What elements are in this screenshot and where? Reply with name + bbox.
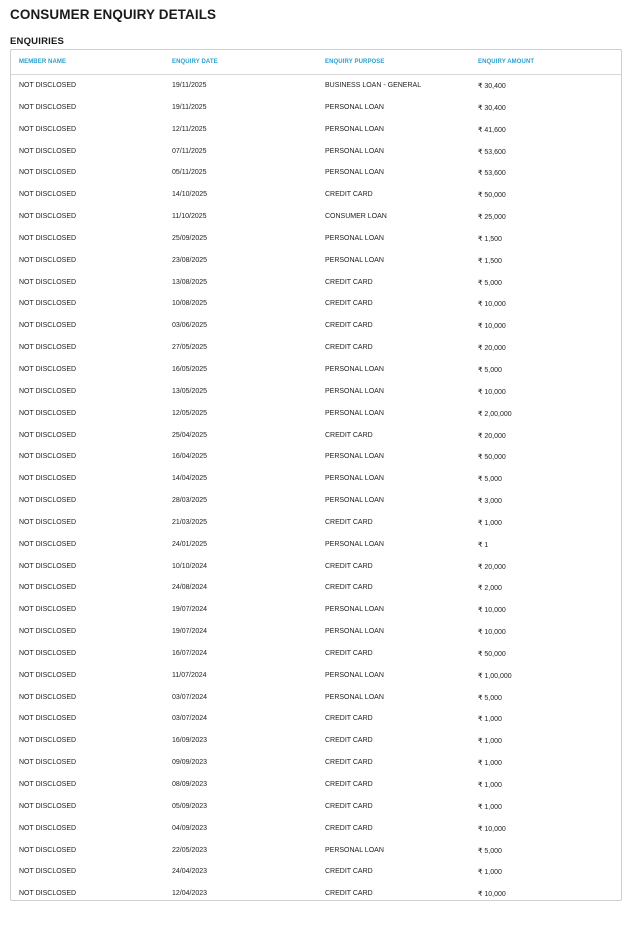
- enquiry-amount-cell: ₹ 20,000: [478, 563, 506, 571]
- enquiry-date-cell: 21/03/2025: [172, 518, 208, 526]
- enquiry-purpose-cell: PERSONAL LOAN: [325, 453, 384, 461]
- header-enquiry-purpose: ENQUIRY PURPOSE: [325, 59, 385, 65]
- member-name-cell: NOT DISCLOSED: [19, 824, 77, 832]
- table-row: [11, 708, 621, 730]
- enquiry-amount-cell: ₹ 30,400: [478, 104, 506, 112]
- enquiry-date-cell: 28/03/2025: [172, 497, 208, 505]
- enquiry-date-cell: 09/09/2023: [172, 759, 208, 767]
- table-row: [11, 774, 621, 796]
- table-row: [11, 512, 621, 534]
- enquiry-date-cell: 16/09/2023: [172, 737, 208, 745]
- enquiry-date-cell: 03/06/2025: [172, 322, 208, 330]
- enquiry-amount-cell: ₹ 5,000: [478, 366, 502, 374]
- enquiry-date-cell: 25/04/2025: [172, 431, 208, 439]
- enquiry-date-cell: 05/11/2025: [172, 169, 207, 177]
- enquiry-date-cell: 25/09/2025: [172, 234, 208, 242]
- table-row: [11, 141, 621, 163]
- table-row: [11, 403, 621, 425]
- enquiry-amount-cell: ₹ 1,000: [478, 869, 502, 877]
- member-name-cell: NOT DISCLOSED: [19, 671, 77, 679]
- enquiry-purpose-cell: CREDIT CARD: [325, 518, 373, 526]
- enquiry-date-cell: 19/07/2024: [172, 606, 208, 614]
- table-row: [11, 337, 621, 359]
- member-name-cell: NOT DISCLOSED: [19, 387, 77, 395]
- enquiry-date-cell: 24/08/2024: [172, 584, 208, 592]
- member-name-cell: NOT DISCLOSED: [19, 802, 77, 810]
- enquiry-amount-cell: ₹ 30,400: [478, 83, 506, 90]
- enquiries-table: [10, 49, 622, 901]
- enquiry-purpose-cell: CREDIT CARD: [325, 868, 373, 876]
- enquiry-date-cell: 19/11/2025: [172, 82, 207, 89]
- table-row: [11, 643, 621, 665]
- member-name-cell: NOT DISCLOSED: [19, 300, 77, 308]
- enquiry-amount-cell: ₹ 10,000: [478, 388, 506, 396]
- table-row: [11, 861, 621, 883]
- enquiry-date-cell: 10/10/2024: [172, 562, 208, 570]
- enquiry-purpose-cell: CREDIT CARD: [325, 759, 373, 767]
- table-row: [11, 752, 621, 774]
- enquiry-amount-cell: ₹ 5,000: [478, 694, 502, 702]
- enquiry-purpose-cell: CREDIT CARD: [325, 584, 373, 592]
- enquiry-purpose-cell: CREDIT CARD: [325, 824, 373, 832]
- member-name-cell: NOT DISCLOSED: [19, 497, 77, 505]
- member-name-cell: NOT DISCLOSED: [19, 344, 77, 352]
- enquiry-date-cell: 13/08/2025: [172, 278, 208, 286]
- enquiry-purpose-cell: PERSONAL LOAN: [325, 125, 384, 133]
- member-name-cell: NOT DISCLOSED: [19, 213, 77, 221]
- enquiry-purpose-cell: PERSONAL LOAN: [325, 365, 384, 373]
- member-name-cell: NOT DISCLOSED: [19, 147, 77, 155]
- header-enquiry-amount: ENQUIRY AMOUNT: [478, 59, 535, 65]
- enquiry-amount-cell: ₹ 1,000: [478, 738, 502, 746]
- member-name-cell: NOT DISCLOSED: [19, 584, 77, 592]
- table-row: [11, 534, 621, 556]
- enquiry-purpose-cell: PERSONAL LOAN: [325, 628, 384, 636]
- member-name-cell: NOT DISCLOSED: [19, 759, 77, 767]
- table-row: [11, 381, 621, 403]
- enquiry-date-cell: 27/05/2025: [172, 344, 208, 352]
- table-header-row: [11, 50, 621, 75]
- enquiry-date-cell: 12/04/2023: [172, 890, 208, 898]
- enquiry-purpose-cell: PERSONAL LOAN: [325, 147, 384, 155]
- enquiry-purpose-cell: CREDIT CARD: [325, 802, 373, 810]
- enquiry-amount-cell: ₹ 2,000: [478, 585, 502, 593]
- enquiry-date-cell: 13/05/2025: [172, 387, 208, 395]
- enquiry-date-cell: 08/09/2023: [172, 781, 208, 788]
- enquiry-purpose-cell: PERSONAL LOAN: [325, 409, 384, 417]
- member-name-cell: NOT DISCLOSED: [19, 278, 77, 286]
- enquiry-amount-cell: ₹ 50,000: [478, 454, 506, 462]
- member-name-cell: NOT DISCLOSED: [19, 715, 77, 723]
- enquiry-purpose-cell: CREDIT CARD: [325, 191, 373, 199]
- enquiry-amount-cell: ₹ 1,500: [478, 235, 502, 243]
- enquiry-amount-cell: ₹ 53,600: [478, 170, 506, 178]
- enquiry-date-cell: 12/05/2025: [172, 409, 208, 417]
- enquiry-date-cell: 07/11/2025: [172, 147, 207, 155]
- enquiry-purpose-cell: PERSONAL LOAN: [325, 540, 384, 548]
- enquiry-date-cell: 12/11/2025: [172, 125, 207, 133]
- enquiry-purpose-cell: CREDIT CARD: [325, 781, 373, 788]
- table-row: [11, 490, 621, 512]
- enquiry-date-cell: 05/09/2023: [172, 802, 208, 810]
- enquiry-amount-cell: ₹ 10,000: [478, 629, 506, 637]
- table-row: [11, 272, 621, 294]
- table-row: [11, 359, 621, 381]
- table-row: [11, 577, 621, 599]
- table-row: [11, 883, 621, 905]
- table-row: [11, 425, 621, 447]
- enquiry-purpose-cell: PERSONAL LOAN: [325, 169, 384, 177]
- page-title: CONSUMER ENQUIRY DETAILS: [10, 7, 217, 22]
- enquiry-amount-cell: ₹ 10,000: [478, 825, 506, 833]
- enquiry-date-cell: 16/05/2025: [172, 365, 208, 373]
- table-row: [11, 621, 621, 643]
- member-name-cell: NOT DISCLOSED: [19, 540, 77, 548]
- enquiry-amount-cell: ₹ 10,000: [478, 607, 506, 615]
- enquiry-amount-cell: ₹ 5,000: [478, 847, 502, 855]
- enquiry-amount-cell: ₹ 10,000: [478, 301, 506, 309]
- enquiry-amount-cell: ₹ 1,000: [478, 782, 502, 789]
- enquiry-amount-cell: ₹ 20,000: [478, 345, 506, 353]
- member-name-cell: NOT DISCLOSED: [19, 256, 77, 264]
- table-row: [11, 468, 621, 490]
- enquiry-amount-cell: ₹ 50,000: [478, 192, 506, 200]
- enquiry-purpose-cell: CONSUMER LOAN: [325, 213, 387, 221]
- enquiry-amount-cell: ₹ 10,000: [478, 891, 506, 899]
- enquiry-purpose-cell: PERSONAL LOAN: [325, 671, 384, 679]
- table-row: [11, 818, 621, 840]
- enquiry-amount-cell: ₹ 10,000: [478, 323, 506, 331]
- table-row: [11, 75, 621, 97]
- enquiry-date-cell: 24/04/2023: [172, 868, 208, 876]
- table-body: [11, 75, 621, 905]
- header-enquiry-date: ENQUIRY DATE: [172, 59, 218, 65]
- member-name-cell: NOT DISCLOSED: [19, 737, 77, 745]
- enquiry-purpose-cell: PERSONAL LOAN: [325, 256, 384, 264]
- enquiry-date-cell: 23/08/2025: [172, 256, 208, 264]
- enquiry-purpose-cell: CREDIT CARD: [325, 322, 373, 330]
- enquiry-amount-cell: ₹ 1,000: [478, 760, 502, 768]
- enquiry-amount-cell: ₹ 1: [478, 541, 489, 549]
- enquiry-date-cell: 11/10/2025: [172, 213, 207, 221]
- enquiry-date-cell: 19/07/2024: [172, 628, 208, 636]
- enquiry-purpose-cell: CREDIT CARD: [325, 278, 373, 286]
- member-name-cell: NOT DISCLOSED: [19, 82, 77, 89]
- member-name-cell: NOT DISCLOSED: [19, 781, 77, 788]
- enquiry-date-cell: 16/07/2024: [172, 649, 208, 657]
- enquiry-date-cell: 03/07/2024: [172, 715, 208, 723]
- member-name-cell: NOT DISCLOSED: [19, 169, 77, 177]
- enquiry-date-cell: 10/08/2025: [172, 300, 208, 308]
- enquiry-date-cell: 19/11/2025: [172, 103, 207, 111]
- member-name-cell: NOT DISCLOSED: [19, 868, 77, 876]
- enquiry-date-cell: 03/07/2024: [172, 693, 208, 701]
- member-name-cell: NOT DISCLOSED: [19, 431, 77, 439]
- table-row: [11, 119, 621, 141]
- member-name-cell: NOT DISCLOSED: [19, 475, 77, 483]
- enquiry-date-cell: 11/07/2024: [172, 671, 207, 679]
- table-row: [11, 184, 621, 206]
- member-name-cell: NOT DISCLOSED: [19, 890, 77, 898]
- enquiry-date-cell: 24/01/2025: [172, 540, 208, 548]
- enquiry-purpose-cell: CREDIT CARD: [325, 737, 373, 745]
- enquiry-purpose-cell: CREDIT CARD: [325, 562, 373, 570]
- table-row: [11, 97, 621, 119]
- table-row: [11, 293, 621, 315]
- enquiry-date-cell: 22/05/2023: [172, 846, 208, 854]
- member-name-cell: NOT DISCLOSED: [19, 606, 77, 614]
- member-name-cell: NOT DISCLOSED: [19, 628, 77, 636]
- enquiry-amount-cell: ₹ 1,500: [478, 257, 502, 265]
- member-name-cell: NOT DISCLOSED: [19, 191, 77, 199]
- section-title-enquiries: ENQUIRIES: [10, 36, 65, 47]
- enquiry-amount-cell: ₹ 20,000: [478, 432, 506, 440]
- enquiry-date-cell: 14/04/2025: [172, 475, 208, 483]
- enquiry-amount-cell: ₹ 1,000: [478, 803, 502, 811]
- enquiry-purpose-cell: PERSONAL LOAN: [325, 387, 384, 395]
- table-row: [11, 162, 621, 184]
- member-name-cell: NOT DISCLOSED: [19, 322, 77, 330]
- enquiry-amount-cell: ₹ 53,600: [478, 148, 506, 156]
- enquiry-amount-cell: ₹ 1,000: [478, 716, 502, 724]
- table-row: [11, 206, 621, 228]
- enquiry-purpose-cell: CREDIT CARD: [325, 890, 373, 898]
- enquiry-purpose-cell: PERSONAL LOAN: [325, 103, 384, 111]
- member-name-cell: NOT DISCLOSED: [19, 693, 77, 701]
- enquiry-amount-cell: ₹ 25,000: [478, 214, 506, 222]
- enquiry-purpose-cell: PERSONAL LOAN: [325, 846, 384, 854]
- member-name-cell: NOT DISCLOSED: [19, 846, 77, 854]
- enquiry-amount-cell: ₹ 5,000: [478, 279, 502, 287]
- table-row: [11, 315, 621, 337]
- enquiry-purpose-cell: PERSONAL LOAN: [325, 497, 384, 505]
- enquiry-purpose-cell: PERSONAL LOAN: [325, 693, 384, 701]
- enquiry-purpose-cell: CREDIT CARD: [325, 300, 373, 308]
- table-row: [11, 556, 621, 578]
- enquiry-amount-cell: ₹ 5,000: [478, 476, 502, 484]
- member-name-cell: NOT DISCLOSED: [19, 453, 77, 461]
- enquiry-amount-cell: ₹ 2,00,000: [478, 410, 512, 418]
- member-name-cell: NOT DISCLOSED: [19, 234, 77, 242]
- enquiry-amount-cell: ₹ 1,000: [478, 519, 502, 527]
- table-row: [11, 228, 621, 250]
- header-member-name: MEMBER NAME: [19, 59, 67, 65]
- member-name-cell: NOT DISCLOSED: [19, 409, 77, 417]
- member-name-cell: NOT DISCLOSED: [19, 562, 77, 570]
- enquiry-date-cell: 04/09/2023: [172, 824, 208, 832]
- enquiry-purpose-cell: CREDIT CARD: [325, 715, 373, 723]
- member-name-cell: NOT DISCLOSED: [19, 518, 77, 526]
- table-row: [11, 665, 621, 687]
- member-name-cell: NOT DISCLOSED: [19, 365, 77, 373]
- table-row: [11, 446, 621, 468]
- enquiry-date-cell: 16/04/2025: [172, 453, 208, 461]
- enquiry-purpose-cell: PERSONAL LOAN: [325, 606, 384, 614]
- enquiry-amount-cell: ₹ 3,000: [478, 498, 502, 506]
- enquiry-purpose-cell: BUSINESS LOAN - GENERAL: [325, 82, 422, 89]
- table-row: [11, 796, 621, 818]
- enquiry-purpose-cell: CREDIT CARD: [325, 344, 373, 352]
- enquiry-amount-cell: ₹ 50,000: [478, 650, 506, 658]
- enquiry-purpose-cell: PERSONAL LOAN: [325, 234, 384, 242]
- enquiry-purpose-cell: CREDIT CARD: [325, 431, 373, 439]
- table-row: [11, 687, 621, 709]
- member-name-cell: NOT DISCLOSED: [19, 649, 77, 657]
- table-row: [11, 250, 621, 272]
- table-row: [11, 599, 621, 621]
- member-name-cell: NOT DISCLOSED: [19, 103, 77, 111]
- enquiry-date-cell: 14/10/2025: [172, 191, 208, 199]
- enquiry-amount-cell: ₹ 41,600: [478, 126, 506, 134]
- enquiry-purpose-cell: CREDIT CARD: [325, 649, 373, 657]
- table-row: [11, 840, 621, 862]
- enquiry-amount-cell: ₹ 1,00,000: [478, 672, 512, 680]
- enquiry-purpose-cell: PERSONAL LOAN: [325, 475, 384, 483]
- member-name-cell: NOT DISCLOSED: [19, 125, 77, 133]
- table-row: [11, 730, 621, 752]
